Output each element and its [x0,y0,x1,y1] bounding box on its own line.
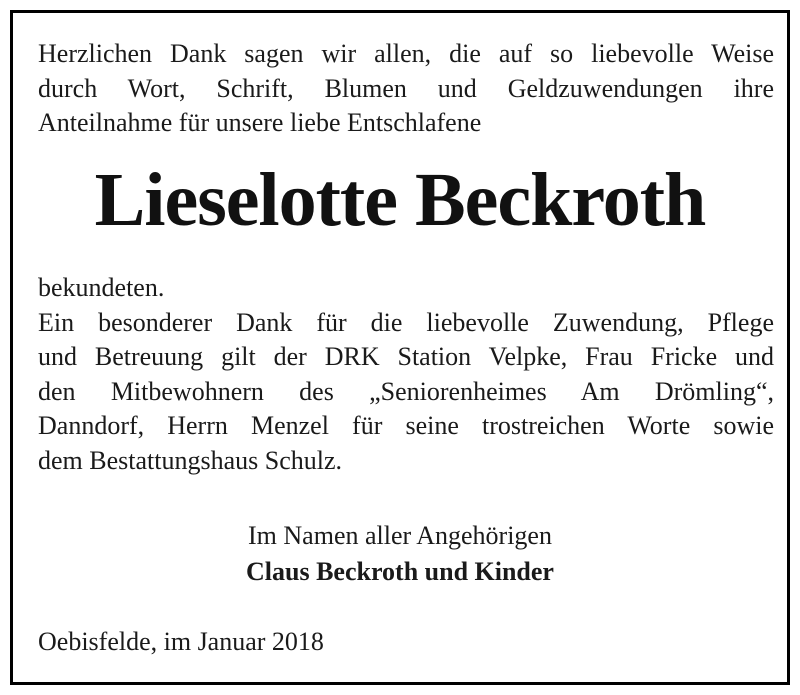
body-line: Ein besonderer Dank für die liebevolle Zuwendung, Pflege [38,307,774,337]
body-line: den Mitbewohnern des „Seniorenheimes Am Drömling“, [38,376,774,406]
body-paragraph [38,271,774,479]
intro-line: Anteilnahme für unsere liebe Entschlafene [38,108,482,138]
signature-preface: Im Namen aller Angehörigen [248,521,552,550]
body-line: dem Bestattungshaus Schulz. [38,445,343,475]
intro-paragraph [38,37,774,141]
body-line: Danndorf, Herrn Menzel für seine trostreichen Worte sowie [38,411,774,441]
intro-line: durch Wort, Schrift, Blumen und Geldzuwendungen ihre [38,73,774,103]
body-line: und Betreuung gilt der DRK Station Velpke, Frau Fricke und [38,342,774,372]
intro-line: Herzlichen Dank sagen wir allen, die auf so liebevolle Weise [38,39,774,68]
body-line: bekundeten. [38,273,165,302]
place-date: Oebisfelde, im Januar 2018 [38,627,324,656]
deceased-name: Lieselotte Beckroth [94,158,706,242]
signature-names: Claus Beckroth und Kinder [246,557,554,586]
obituary-notice [10,10,790,685]
